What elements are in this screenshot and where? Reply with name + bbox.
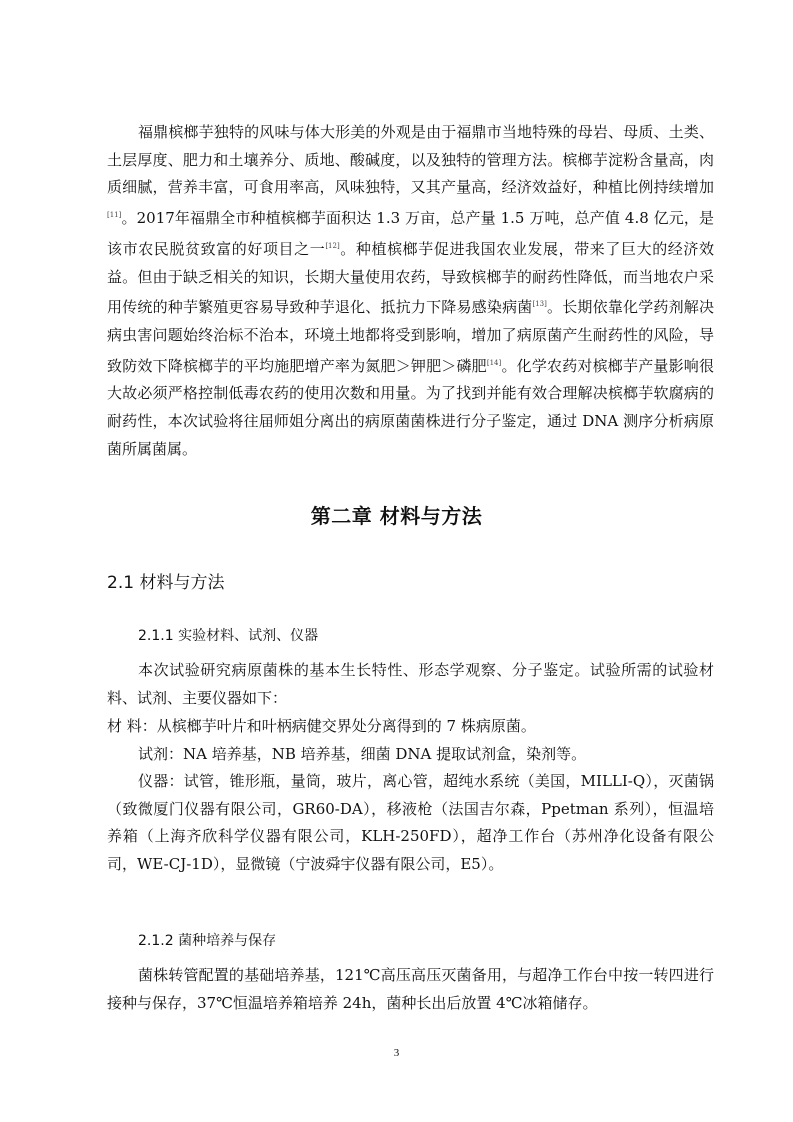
paragraph-text: 。2017年福鼎全市种植槟榔芋面积达 1.3 万亩，总产量 1.5 万吨，总产值 4.8 亿元，是该市农民脱贫致富的好项目之一 xyxy=(107,209,714,258)
subsection-heading-2-1-2: 2.1.2 菌种培养与保存 xyxy=(138,933,277,949)
instruments-paragraph: 仪器：试管，锥形瓶，量筒，玻片，离心管，超纯水系统（美国，MILLI-Q），灭菌锅（致微厦门仪器有限公司，GR60-DA），移液枪（法国吉尔森，Ppetman 系列），恒温培养箱（上海齐欣科学仪器有限公司，KLH-250FD），超净工作台（苏州净化设备有限公司，WE-CJ-1D），显微镜（宁波舜宇仪器有限公司，E5）。 xyxy=(107,772,714,874)
citation-12: [12] xyxy=(325,241,340,250)
culture-paragraph: 菌株转管配置的基础培养基，121℃高压高压灭菌备用，与超净工作台中按一转四进行接种与保存，37℃恒温培养箱培养 24h，菌种长出后放置 4℃冰箱储存。 xyxy=(107,966,714,1012)
paragraph-text: 。种植槟榔芋促进我国农业发展，带来了巨大的经济效益。但由于缺乏相关的知识，长期大量使用农药，导致槟榔芋的耐药性降低，而当地农户采用传统的种芋繁殖更容易导致种芋退化、抵抗力下降易感染病菌 xyxy=(107,239,714,317)
paragraph-text: 福鼎槟榔芋独特的风味与体大形美的外观是由于福鼎市当地特殊的母岩、母质、土类、土层厚度、肥力和土壤养分、质地、酸碱度，以及独特的管理方法。槟榔芋淀粉含量高，肉质细腻，营养丰富，可食用率高，风味独特，又其产量高，经济效益好，种植比例持续增加 xyxy=(107,123,714,197)
paragraph-text: 。化学农药对槟榔芋产量影响很大故必须严格控制低毒农药的使用次数和用量。为了找到并能有效合理解决槟榔芋软腐病的耐药性，本次试验将往届师姐分离出的病原菌菌株进行分子鉴定，通过 DNA 测序分析病原菌所属菌属。 xyxy=(107,356,714,458)
intro-paragraph xyxy=(107,119,714,463)
page-number: 3 xyxy=(393,1047,400,1059)
citation-14: [14] xyxy=(486,358,502,367)
citation-13: [13] xyxy=(532,300,547,309)
reagents-line: 试剂：NA 培养基，NB 培养基，细菌 DNA 提取试剂盒，染剂等。 xyxy=(138,745,587,763)
materials-intro-paragraph: 本次试验研究病原菌株的基本生长特性、形态学观察、分子鉴定。试验所需的试验材料、试剂、主要仪器如下： xyxy=(107,661,714,707)
section-heading-2-1: 2.1 材料与方法 xyxy=(107,573,225,593)
paragraph-text: 。长期依靠化学药剂解决病虫害问题始终治标不治本，环境土地都将受到影响，增加了病原菌产生耐药性的风险，导致防效下降槟榔芋的平均施肥增产率为氮肥＞钾肥＞磷肥 xyxy=(107,298,714,375)
citation-11: [11] xyxy=(107,211,122,220)
materials-line: 材 料：从槟榔芋叶片和叶柄病健交界处分离得到的 7 株病原菌。 xyxy=(107,717,536,735)
chapter-title: 第二章 材料与方法 xyxy=(310,504,483,528)
subsection-heading-2-1-1: 2.1.1 实验材料、试剂、仪器 xyxy=(138,628,319,644)
